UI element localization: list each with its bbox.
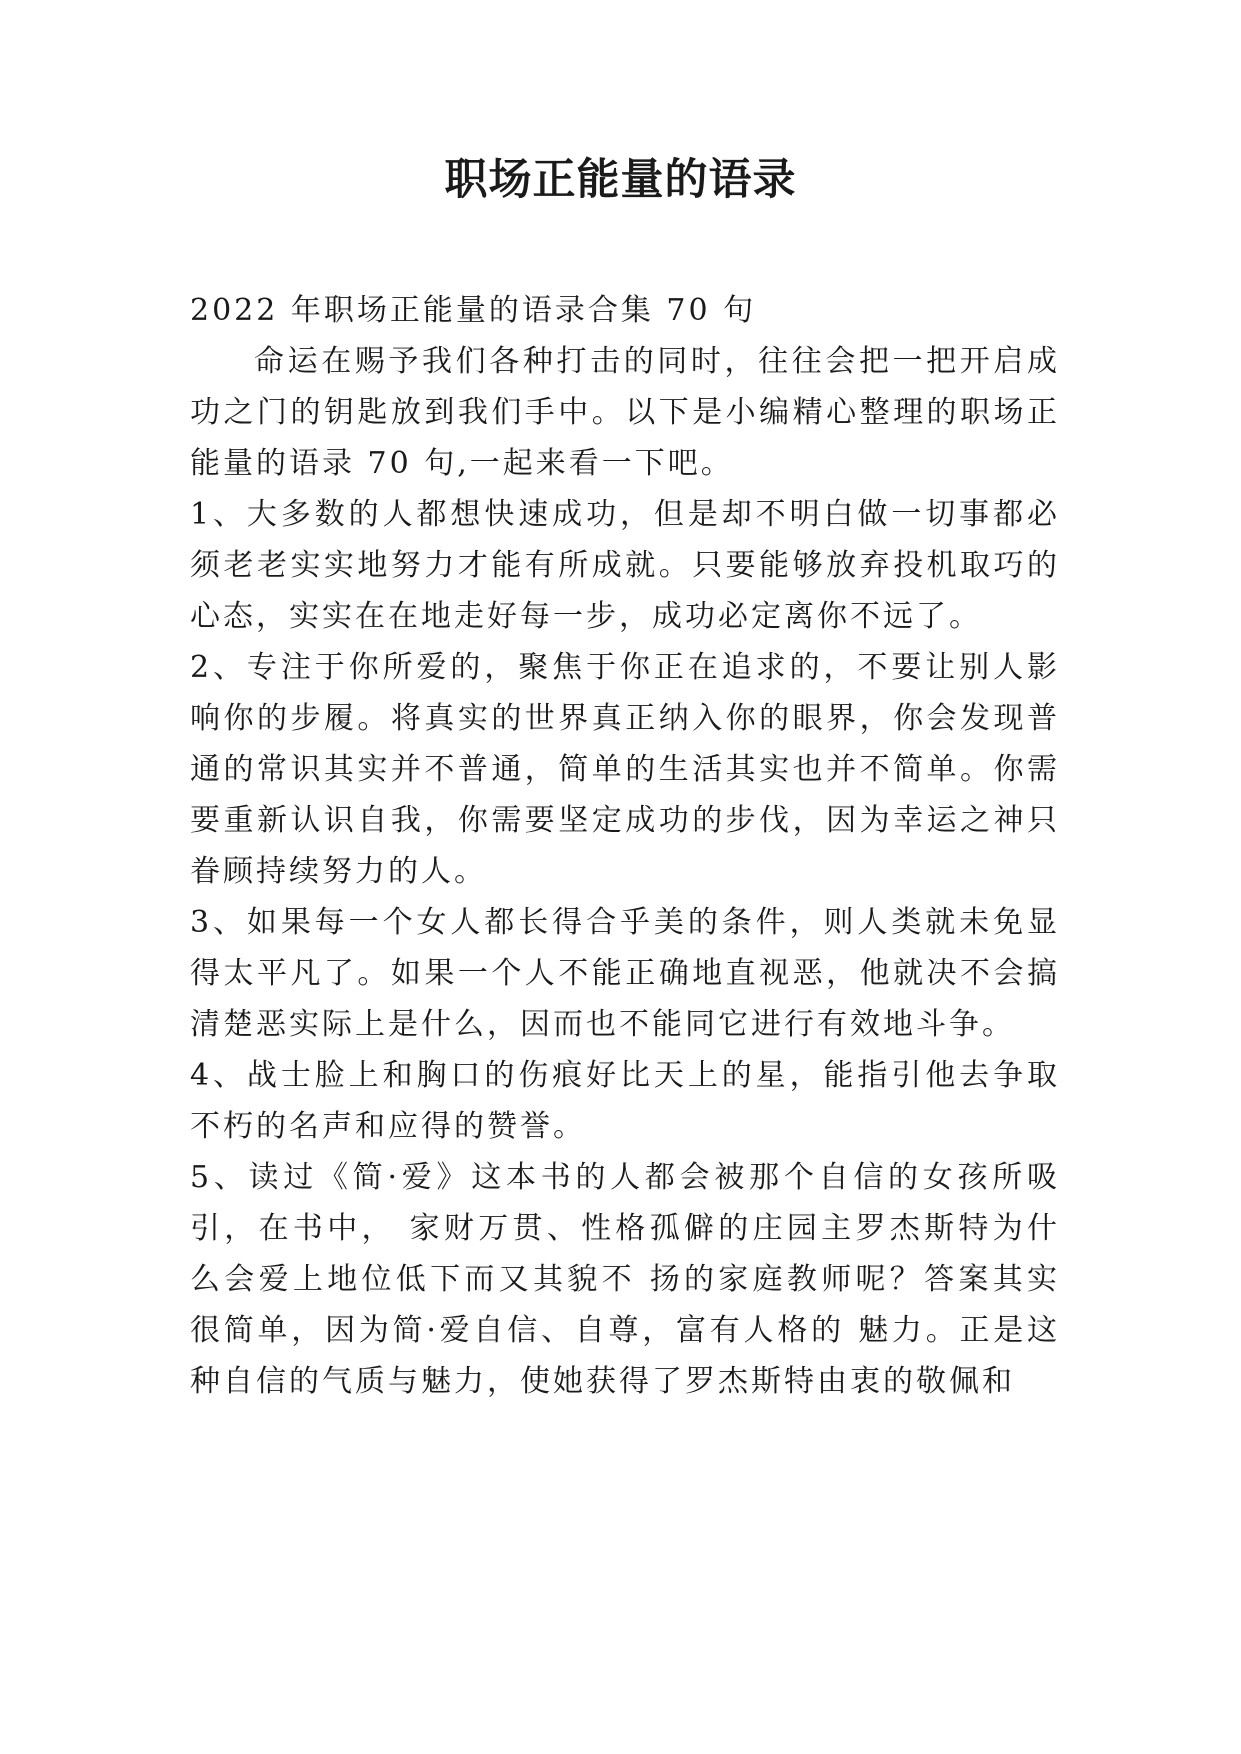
quote-paragraph-4: 4、战士脸上和胸口的伤痕好比天上的星，能指引他去争取不朽的名声和应得的赞誉。	[190, 1058, 1060, 1144]
quote-paragraph-2: 2、专注于你所爱的，聚焦于你正在追求的，不要让别人影响你的步履。将真实的世界真正纳入你的眼界，你会发现普通的常识其实并不普通，简单的生活其实也并不简单。你需要重新认识自我，你需要坚定成功的步伐，因为幸运之神只眷顾持续努力的人。	[190, 650, 1060, 889]
document-title: 职场正能量的语录	[444, 155, 797, 205]
quote-paragraph-3: 3、如果每一个女人都长得合乎美的条件，则人类就未免显得太平凡了。如果一个人不能正确地直视恶，他就决不会搞清楚恶实际上是什么，因而也不能同它进行有效地斗争。	[190, 905, 1060, 1042]
quote-paragraph-5: 5、读过《简·爱》这本书的人都会被那个自信的女孩所吸引，在书中， 家财万贯、性格孤僻的庄园主罗杰斯特为什么会爱上地位低下而又其貌不 扬的家庭教师呢？答案其实很简单，因为简·爱自信、自尊，富有人格的 魅力。正是这种自信的气质与魅力，使她获得了罗杰斯特由衷的敬佩和	[190, 1160, 1060, 1399]
document-subtitle: 2022 年职场正能量的语录合集 70 句	[190, 293, 757, 328]
quote-paragraph-1: 1、大多数的人都想快速成功，但是却不明白做一切事都必须老老实实地努力才能有所成就。只要能够放弃投机取巧的心态，实实在在地走好每一步，成功必定离你不远了。	[190, 497, 1060, 634]
intro-paragraph: 命运在赐予我们各种打击的同时，往往会把一把开启成功之门的钥匙放到我们手中。以下是小编精心整理的职场正能量的语录 70 句,一起来看一下吧。	[190, 344, 1060, 481]
document-body	[190, 285, 1060, 1407]
